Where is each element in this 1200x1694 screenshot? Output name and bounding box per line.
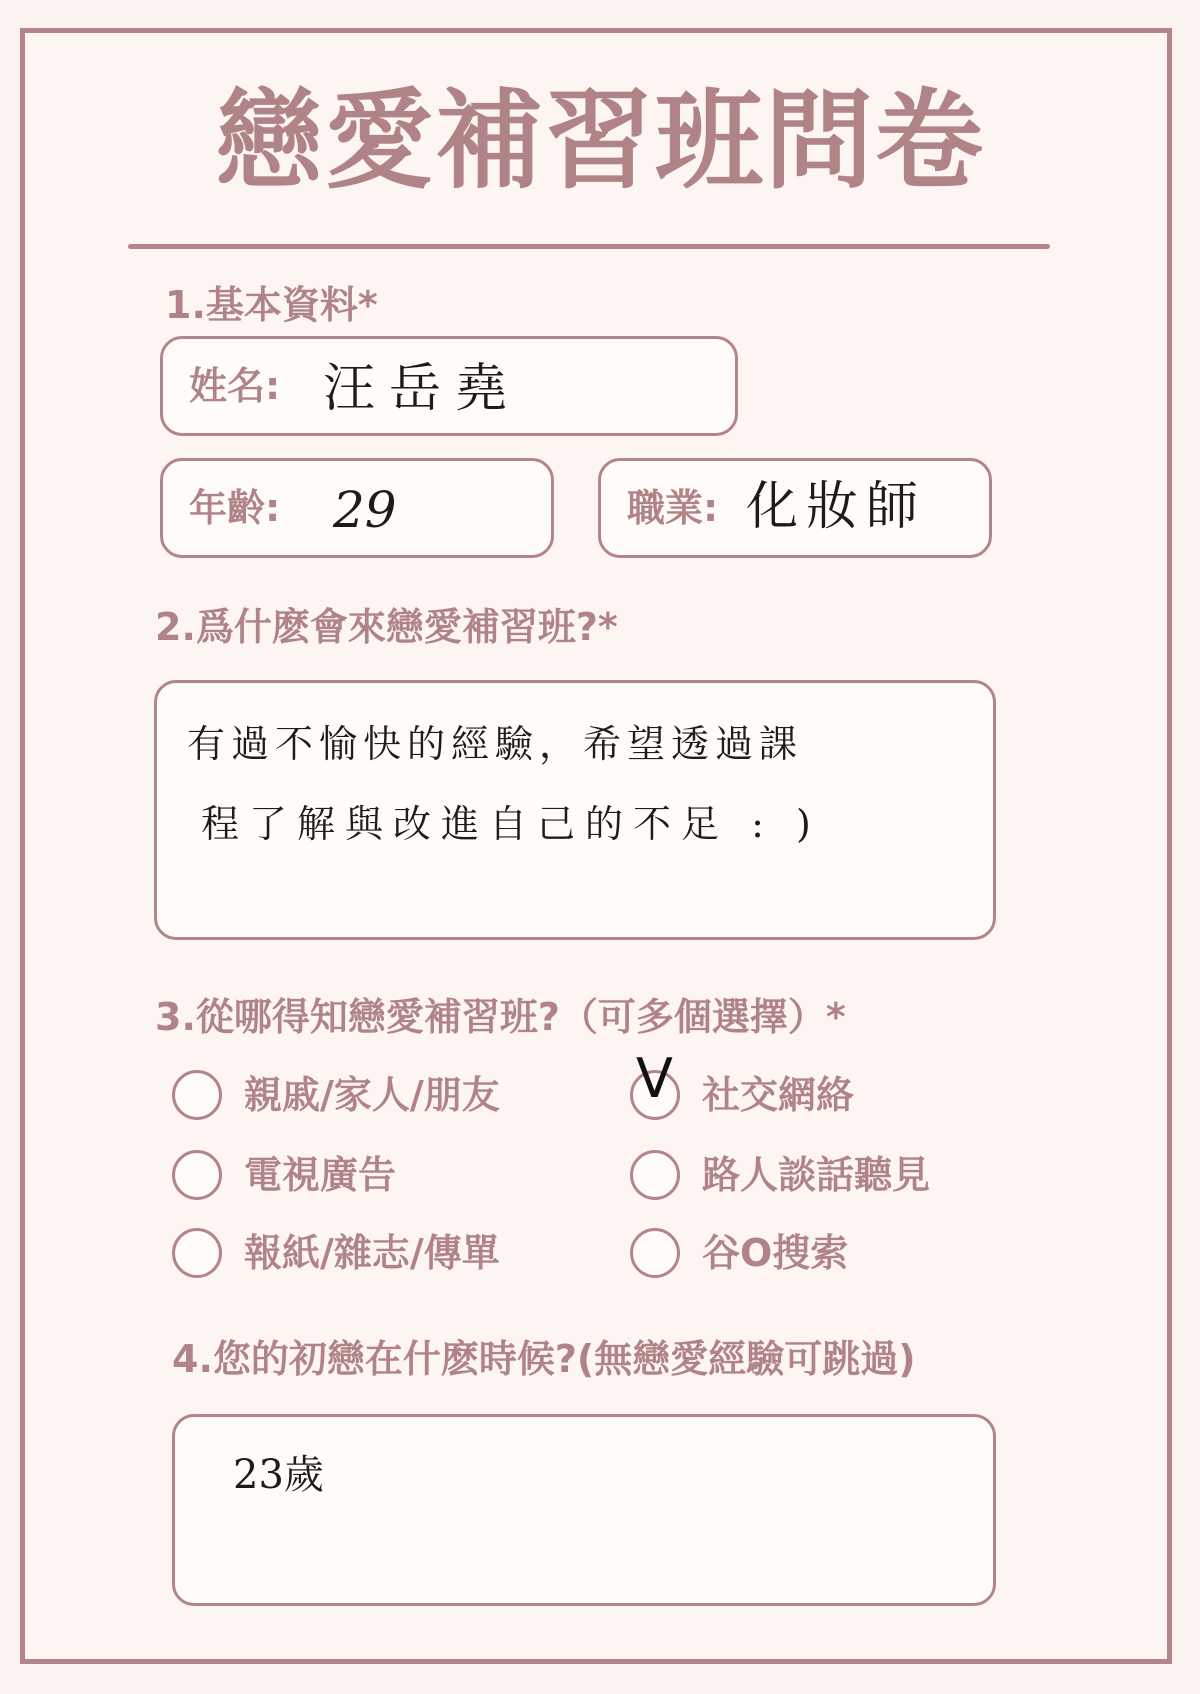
name-label: 姓名: bbox=[189, 364, 281, 408]
option-overheard-checkbox[interactable] bbox=[630, 1150, 680, 1200]
occupation-field[interactable] bbox=[598, 458, 992, 558]
reason-textarea[interactable] bbox=[154, 680, 996, 940]
age-field[interactable] bbox=[160, 458, 554, 558]
q4-heading: 4.您的初戀在什麽時候?(無戀愛經驗可跳過) bbox=[172, 1337, 916, 1381]
option-search-checkbox[interactable] bbox=[630, 1228, 680, 1278]
age-value: 29 bbox=[333, 481, 397, 539]
occupation-value: 化妝師 bbox=[746, 477, 927, 537]
q2-heading: 2.爲什麽會來戀愛補習班?* bbox=[155, 605, 618, 649]
option-print-checkbox[interactable] bbox=[172, 1228, 222, 1278]
age-label: 年齡: bbox=[189, 486, 281, 530]
q1-heading: 1.基本資料* bbox=[165, 283, 378, 327]
q3-heading: 3.從哪得知戀愛補習班?（可多個選擇）* bbox=[155, 995, 846, 1039]
option-overheard-label: 路人談話聽見 bbox=[702, 1153, 931, 1197]
option-print-label: 報紙/雜志/傳單 bbox=[244, 1231, 500, 1275]
check-mark-icon: V bbox=[636, 1047, 673, 1110]
reason-line-1: 有過不愉快的經驗，希望透過課 bbox=[187, 722, 804, 766]
option-relatives-label: 親戚/家人/朋友 bbox=[244, 1073, 500, 1117]
page-title: 戀愛補習班問卷 bbox=[214, 79, 985, 204]
name-field[interactable] bbox=[160, 336, 738, 436]
reason-line-2: 程了解與改進自己的不足 : ) bbox=[201, 802, 821, 846]
first-love-value: 23歲 bbox=[233, 1452, 324, 1498]
name-value: 汪岳堯 bbox=[323, 359, 522, 419]
option-search-label: 谷O搜索 bbox=[702, 1231, 849, 1275]
option-tv-checkbox[interactable] bbox=[172, 1150, 222, 1200]
option-social-label: 社交網絡 bbox=[702, 1073, 855, 1117]
occupation-label: 職業: bbox=[627, 486, 719, 530]
first-love-textarea[interactable] bbox=[172, 1414, 996, 1606]
option-tv-label: 電視廣告 bbox=[244, 1153, 397, 1197]
title-divider bbox=[128, 244, 1050, 249]
option-relatives-checkbox[interactable] bbox=[172, 1070, 222, 1120]
